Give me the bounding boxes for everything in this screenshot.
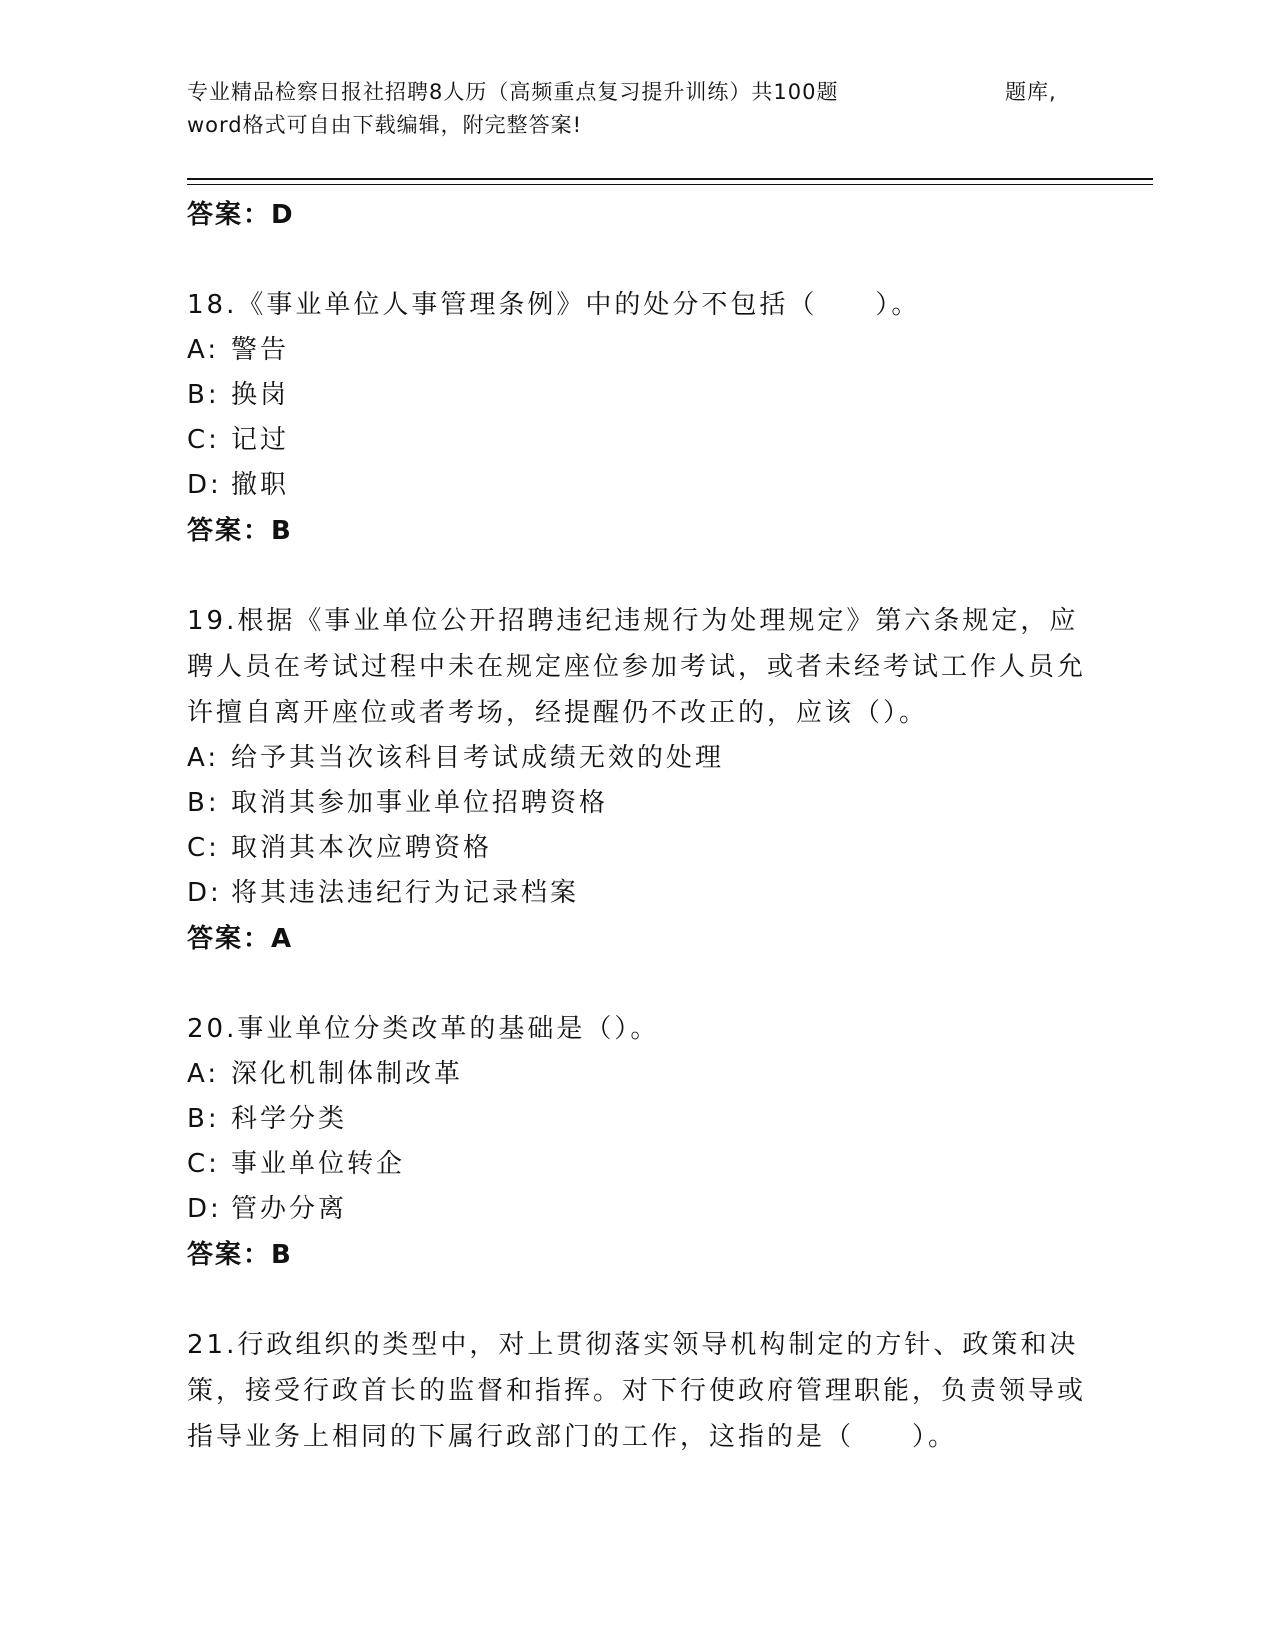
option [187,1052,1087,1097]
option [187,826,1087,871]
spacer [187,962,1087,1006]
option [187,418,1087,463]
option-text: 将其违法违纪行为记录档案 [231,878,580,908]
option-text: 科学分类 [231,1104,348,1134]
option-letter: D: [187,470,222,500]
header-title: 专业精品检察日报社招聘8人历（高频重点复习提升训练）共100题 [187,80,839,104]
spacer [187,554,1087,598]
option-letter: C: [187,1149,220,1179]
option [187,463,1087,508]
answer-value: A [271,924,294,954]
answer-line [187,1232,1087,1278]
option [187,781,1087,826]
question-text: 20.事业单位分类改革的基础是（）。 [187,1014,660,1044]
header-line-1 [187,76,1147,109]
answer-label: 答案： [187,924,272,954]
question-list [187,192,1087,1460]
option-letter: B: [187,788,220,818]
option-letter: A: [187,743,220,773]
option [187,736,1087,781]
answer-label: 答案： [187,200,272,230]
answer-label: 答案： [187,1240,272,1270]
question-text: 21.行政组织的类型中，对上贯彻落实领导机构制定的方针、政策和决策，接受行政首长的监督和指挥。对下行使政府管理职能，负责领导或指导业务上相同的下属行政部门的工作，这指的是（ ）。 [187,1330,1087,1452]
option-letter: D: [187,878,222,908]
option-text: 取消其参加事业单位招聘资格 [231,788,609,818]
option-text: 给予其当次该科目考试成绩无效的处理 [231,743,725,773]
option-letter: C: [187,425,220,455]
answer-line [187,508,1087,554]
spacer [187,1278,1087,1322]
option-letter: B: [187,1104,220,1134]
header-subtitle: word格式可自由下载编辑，附完整答案! [187,113,583,137]
header-divider-thin [187,184,1153,185]
option-text: 换岗 [231,380,290,410]
option [187,1187,1087,1232]
header-title-suffix: 题库, [1005,80,1057,104]
question-block [187,282,1087,554]
option-text: 记过 [231,425,290,455]
option [187,373,1087,418]
option-letter: C: [187,833,220,863]
answer-label: 答案： [187,516,272,546]
question-block [187,598,1087,962]
option [187,1142,1087,1187]
option-text: 撤职 [231,470,290,500]
option-text: 警告 [231,335,290,365]
option-letter: B: [187,380,220,410]
answer-line [187,192,1087,238]
option-text: 事业单位转企 [231,1149,406,1179]
question-text: 19.根据《事业单位公开招聘违纪违规行为处理规定》第六条规定，应聘人员在考试过程中未在规定座位参加考试，或者未经考试工作人员允许擅自离开座位或者考场，经提醒仍不改正的，应该（）。 [187,606,1087,728]
option-text: 深化机制体制改革 [231,1059,464,1089]
option-text: 取消其本次应聘资格 [231,833,493,863]
option-text: 管办分离 [231,1194,348,1224]
question-block [187,1322,1087,1460]
header-divider-thick [187,178,1153,180]
answer-value: D [271,200,295,230]
question-block [187,1006,1087,1278]
option [187,1097,1087,1142]
answer-line [187,916,1087,962]
option-letter: D: [187,1194,222,1224]
spacer [187,238,1087,282]
option [187,871,1087,916]
option [187,328,1087,373]
question-text: 18.《事业单位人事管理条例》中的处分不包括（ ）。 [187,290,921,320]
option-letter: A: [187,1059,220,1089]
option-letter: A: [187,335,220,365]
answer-value: B [271,1240,293,1270]
answer-value: B [271,516,293,546]
page-header [187,76,1147,142]
